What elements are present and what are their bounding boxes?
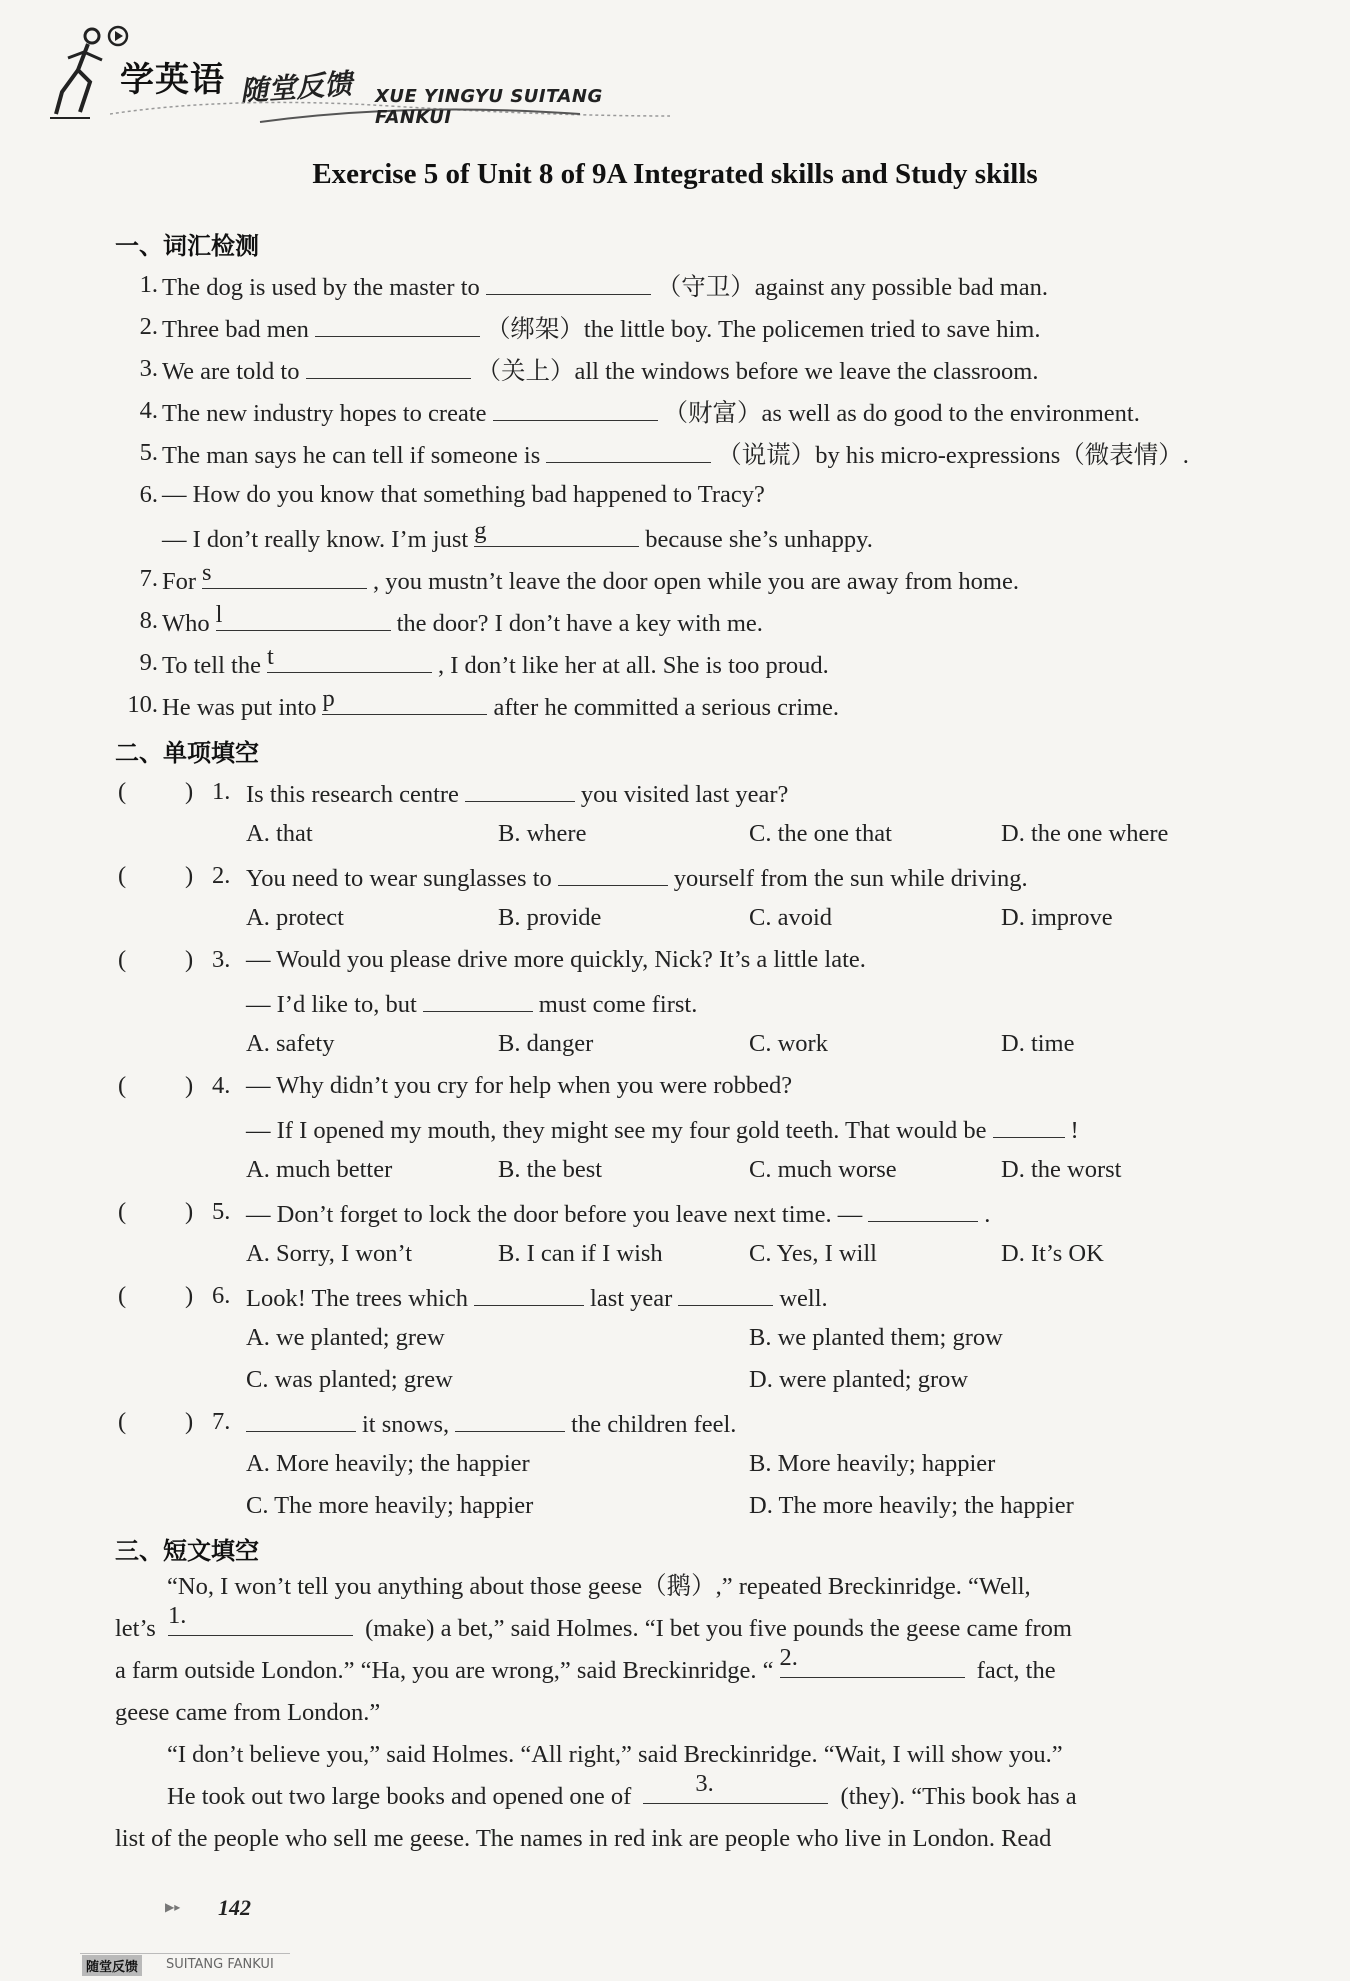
- item-number: 9.: [139, 649, 158, 676]
- cloze-blank-2[interactable]: [779, 1644, 965, 1678]
- option-c[interactable]: C. avoid: [749, 904, 833, 931]
- item-text: To tell the: [162, 652, 261, 679]
- item-text: after he committed a serious crime.: [493, 694, 840, 721]
- option-d[interactable]: D. The more heavily; the happier: [749, 1492, 1074, 1519]
- option-d[interactable]: D. the worst: [1001, 1156, 1122, 1183]
- options-2: [0, 901, 1350, 935]
- options-5: [0, 1237, 1350, 1271]
- vocab-item: [0, 394, 1350, 428]
- section-heading-vocabulary: 一、词汇检测: [115, 232, 259, 260]
- options-1: [0, 817, 1350, 851]
- option-b[interactable]: B. More heavily; happier: [749, 1450, 996, 1477]
- blank-hint-letter: t: [266, 643, 274, 670]
- option-c[interactable]: C. work: [749, 1030, 828, 1057]
- item-text: The man says he can tell if someone is: [162, 442, 541, 469]
- answer-blank[interactable]: [246, 1405, 356, 1432]
- item-text: because she’s unhappy.: [645, 526, 873, 553]
- answer-blank[interactable]: [322, 685, 487, 715]
- text: (they). “This book has a: [840, 1783, 1077, 1810]
- question-4-line2: [0, 1111, 1350, 1145]
- text: fact, the: [976, 1657, 1056, 1684]
- text: a farm outside London.” “Ha, you are wrong,” said Breckinridge. “: [115, 1657, 774, 1684]
- item-text: — How do you know that something bad happened to Tracy?: [162, 481, 765, 508]
- question-text: must come first.: [538, 991, 698, 1018]
- vocab-item: [0, 685, 1350, 722]
- vocab-item: [0, 601, 1350, 638]
- option-c[interactable]: C. the one that: [749, 820, 892, 847]
- header-logo: [50, 22, 670, 132]
- blank-hint-letter: g: [474, 517, 487, 544]
- question-number: 5.: [212, 1198, 231, 1225]
- option-d[interactable]: D. It’s OK: [1001, 1240, 1104, 1267]
- item-number: 4.: [139, 397, 158, 424]
- item-text: The new industry hopes to create: [162, 400, 487, 427]
- question-7: ( ) 7. it snows, the children feel.: [0, 1405, 1350, 1439]
- options-4: [0, 1153, 1350, 1187]
- paragraph-line: [115, 1644, 1265, 1692]
- option-a[interactable]: A. More heavily; the happier: [246, 1450, 530, 1477]
- item-text: Three bad men: [162, 316, 309, 343]
- text: He took out two large books and opened one of: [167, 1783, 632, 1810]
- item-number: 1.: [139, 271, 158, 298]
- answer-blank[interactable]: [474, 1279, 584, 1306]
- question-text: — Would you please drive more quickly, Nick? It’s a little late.: [246, 946, 866, 973]
- answer-blank[interactable]: [546, 436, 711, 463]
- item-text: , you mustn’t leave the door open while you are away from home.: [373, 568, 1019, 595]
- answer-blank[interactable]: [215, 601, 391, 631]
- cloze-paragraph-2: “I don’t believe you,” said Holmes. “All right,” said Breckinridge. “Wait, I will show you.”: [167, 1741, 1063, 1768]
- question-number: 1.: [212, 778, 231, 805]
- question-text: the children feel.: [571, 1411, 737, 1438]
- logo-pinyin: XUE YINGYU SUITANG FANKUI: [375, 86, 603, 128]
- item-text: （绑架）the little boy. The policemen tried to save him.: [485, 316, 1041, 343]
- blank-number: 1.: [167, 1602, 187, 1629]
- answer-blank[interactable]: [474, 517, 639, 547]
- option-d[interactable]: D. time: [1001, 1030, 1075, 1057]
- question-text: .: [984, 1201, 991, 1228]
- question-number: 7.: [212, 1408, 231, 1435]
- answer-blank[interactable]: [202, 559, 367, 589]
- text: (make) a bet,” said Holmes. “I bet you five pounds the geese came from: [365, 1615, 1072, 1642]
- item-text: （守卫）against any possible bad man.: [656, 274, 1049, 301]
- option-a[interactable]: A. that: [246, 820, 313, 847]
- item-text: For: [162, 568, 197, 595]
- answer-blank[interactable]: [678, 1279, 773, 1306]
- footer-label: 随堂反馈: [82, 1955, 142, 1976]
- item-text: Who: [162, 610, 210, 637]
- option-c[interactable]: C. The more heavily; happier: [246, 1492, 534, 1519]
- item-text: （关上）all the windows before we leave the classroom.: [476, 358, 1039, 385]
- vocab-item: [0, 643, 1350, 680]
- question-5: ( ) 5. — Don’t forget to lock the door before you leave next time. — .: [0, 1195, 1350, 1229]
- option-d[interactable]: D. improve: [1001, 904, 1113, 931]
- page-title: Exercise 5 of Unit 8 of 9A Integrated skills and Study skills: [312, 158, 1038, 190]
- question-3: ( ) 3. — Would you please drive more quickly, Nick? It’s a little late.: [0, 943, 1350, 977]
- vocab-item: [0, 352, 1350, 386]
- answer-blank[interactable]: [493, 394, 658, 421]
- option-a[interactable]: A. protect: [246, 904, 344, 931]
- question-text: you visited last year?: [580, 781, 789, 808]
- vocab-item: [0, 559, 1350, 596]
- question-text: You need to wear sunglasses to: [246, 865, 552, 892]
- option-d[interactable]: D. were planted; grow: [749, 1366, 969, 1393]
- vocab-item: [0, 268, 1350, 302]
- vocab-item: [0, 310, 1350, 344]
- answer-blank[interactable]: [868, 1195, 978, 1222]
- answer-blank[interactable]: [993, 1111, 1065, 1138]
- blank-number: 2.: [779, 1644, 798, 1671]
- item-number: 3.: [139, 355, 158, 382]
- question-6: ( ) 6. Look! The trees which last year well.: [0, 1279, 1350, 1313]
- item-text: He was put into: [162, 694, 317, 721]
- item-number: 8.: [139, 607, 158, 634]
- question-number: 4.: [212, 1072, 231, 1099]
- question-number: 2.: [212, 862, 231, 889]
- question-text: well.: [779, 1285, 828, 1312]
- question-number: 3.: [212, 946, 231, 973]
- cloze-paragraph-1: [115, 1566, 1265, 1734]
- answer-blank[interactable]: [266, 643, 432, 673]
- paragraph-line: “No, I won’t tell you anything about those geese（鹅）,” repeated Breckinridge. “Well,: [167, 1573, 1031, 1600]
- option-a[interactable]: A. we planted; grew: [246, 1324, 445, 1351]
- option-c[interactable]: C. much worse: [749, 1156, 897, 1183]
- section-heading-cloze: 三、短文填空: [115, 1537, 259, 1565]
- paragraph-line: list of the people who sell me geese. The names in red ink are people who live in London. Read: [115, 1825, 1052, 1852]
- option-c[interactable]: C. was planted; grew: [246, 1366, 453, 1393]
- question-text: — I’d like to, but: [246, 991, 417, 1018]
- option-b[interactable]: B. danger: [498, 1030, 594, 1057]
- item-number: 6.: [139, 481, 158, 508]
- answer-blank[interactable]: [486, 268, 651, 295]
- option-a[interactable]: A. Sorry, I won’t: [246, 1240, 413, 1267]
- paragraph-line: [115, 1770, 1265, 1818]
- question-number: 6.: [212, 1282, 231, 1309]
- option-b[interactable]: B. where: [498, 820, 587, 847]
- option-b[interactable]: B. the best: [498, 1156, 603, 1183]
- answer-blank[interactable]: [465, 775, 575, 802]
- option-d[interactable]: D. the one where: [1001, 820, 1169, 847]
- logo-chinese-title: 学英语: [120, 60, 225, 100]
- cloze-blank-1[interactable]: [167, 1602, 353, 1636]
- question-text: last year: [590, 1285, 673, 1312]
- item-text: — I don’t really know. I’m just: [162, 526, 469, 553]
- question-4: ( ) 4. — Why didn’t you cry for help when you were robbed?: [0, 1069, 1350, 1103]
- paragraph-line: geese came from London.”: [115, 1699, 381, 1726]
- question-text: — If I opened my mouth, they might see my four gold teeth. That would be: [246, 1117, 987, 1144]
- option-b[interactable]: B. provide: [498, 904, 602, 931]
- vocab-item: [0, 517, 1350, 554]
- question-text: yourself from the sun while driving.: [673, 865, 1028, 892]
- question-2: ( ) 2. You need to wear sunglasses to yourself from the sun while driving.: [0, 859, 1350, 893]
- item-number: 10.: [127, 691, 158, 718]
- options-7-row1: [0, 1447, 1350, 1481]
- footer-arrows: ▶▸: [165, 1900, 181, 1914]
- question-text: — Don’t forget to lock the door before you leave next time. —: [246, 1201, 863, 1228]
- item-text: , I don’t like her at all. She is too proud.: [437, 652, 829, 679]
- item-text: We are told to: [162, 358, 300, 385]
- logo-chinese-subtitle: 随堂反馈: [239, 67, 354, 108]
- footer-divider: [80, 1953, 290, 1954]
- text: let’s: [115, 1615, 156, 1642]
- answer-blank[interactable]: [455, 1405, 565, 1432]
- option-b[interactable]: B. we planted them; grow: [749, 1324, 1003, 1351]
- question-1: ( ) 1. Is this research centre you visited last year?: [0, 775, 1350, 809]
- item-number: 7.: [139, 565, 158, 592]
- answer-blank[interactable]: [558, 859, 668, 886]
- options-3: [0, 1027, 1350, 1061]
- option-a[interactable]: A. much better: [246, 1156, 393, 1183]
- cloze-paragraph-3: [115, 1770, 1265, 1860]
- blank-hint-letter: l: [215, 601, 223, 628]
- item-text: the door? I don’t have a key with me.: [396, 610, 763, 637]
- question-text: Is this research centre: [246, 781, 459, 808]
- option-c[interactable]: C. Yes, I will: [749, 1240, 877, 1267]
- options-6-row1: [0, 1321, 1350, 1355]
- item-text: （说谎）by his micro-expressions（微表情）.: [717, 442, 1189, 469]
- question-text: !: [1070, 1117, 1079, 1144]
- paragraph-line: [115, 1602, 1265, 1650]
- blank-hint-letter: p: [322, 685, 335, 712]
- answer-blank[interactable]: [423, 985, 533, 1012]
- vocab-item: [0, 478, 1350, 512]
- option-a[interactable]: A. safety: [246, 1030, 335, 1057]
- item-text: （财富）as well as do good to the environment.: [663, 400, 1140, 427]
- option-b[interactable]: B. I can if I wish: [498, 1240, 663, 1267]
- blank-hint-letter: s: [202, 559, 212, 586]
- page-number: 142: [218, 1895, 251, 1920]
- answer-blank[interactable]: [315, 310, 480, 337]
- question-3-line2: [0, 985, 1350, 1019]
- cloze-blank-3[interactable]: [643, 1770, 828, 1804]
- footer-label-pinyin: SUITANG FANKUI: [166, 1957, 274, 1972]
- section-heading-single-choice: 二、单项填空: [115, 739, 259, 767]
- options-7-row2: [0, 1489, 1350, 1523]
- item-text: The dog is used by the master to: [162, 274, 480, 301]
- options-6-row2: [0, 1363, 1350, 1397]
- question-text: it snows,: [362, 1411, 450, 1438]
- question-text: Look! The trees which: [246, 1285, 469, 1312]
- blank-number: 3.: [695, 1770, 714, 1797]
- question-text: — Why didn’t you cry for help when you were robbed?: [246, 1072, 793, 1099]
- vocab-item: [0, 436, 1350, 470]
- item-number: 5.: [139, 439, 158, 466]
- item-number: 2.: [139, 313, 158, 340]
- answer-blank[interactable]: [306, 352, 471, 379]
